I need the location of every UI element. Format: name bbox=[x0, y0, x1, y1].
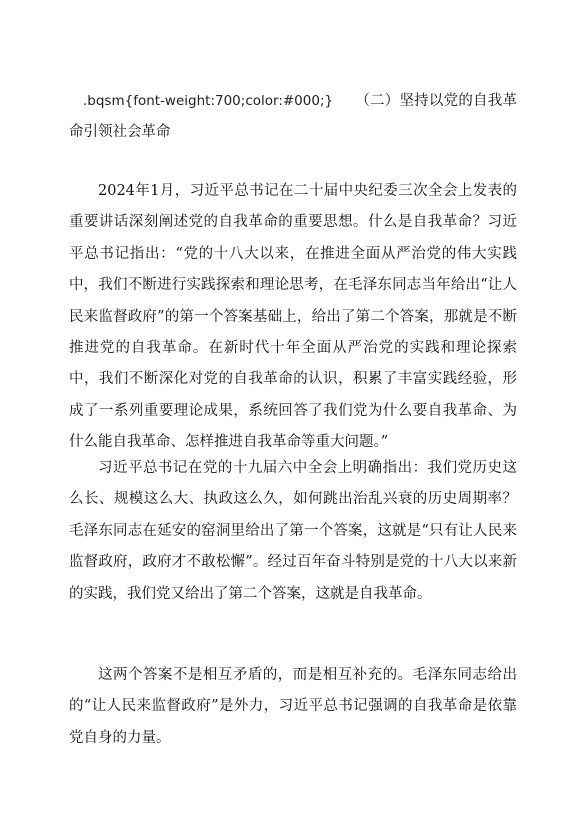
css-code-artifact: .bqsm{font-weight:700;color:#000;} bbox=[83, 93, 334, 109]
paragraph-3: 这两个答案不是相互矛盾的，而是相互补充的。毛泽东同志给出的“让人民来监督政府”是外力，习近平总书记强调的自我革命是依靠党自身的力量。 bbox=[69, 667, 517, 746]
paragraph-1: 2024年1月，习近平总书记在二十届中央纪委三次全会上发表的重要讲话深刻阐述党的自我革命的重要思想。什么是自我革命？习近平总书记指出：“党的十八大以来，在推进全面从严治党的伟大实践中，我们不断进行实践探索和理论思考，在毛泽东同志当年给出“让人民来监督政府”的第一个答案基础上，给出了第二个答案，那就是不断推进党的自我革命。在新时代十年全面从严治党的实践和理论探索中，我们不断深化对党的自我革命的认识，积累了丰富实践经验，形成了一系列重要理论成果，系统回答了我们党为什么要自我革命、为什么能自我革命、怎样推进自我革命等重大问题。” bbox=[69, 183, 517, 451]
section-title: （二）坚持以党的自我革命引领社会革命 bbox=[69, 93, 517, 141]
paragraph-2: 习近平总书记在党的十九届六中全会上明确指出：我们党历史这么长、规模这么大、执政这么久，如何跳出治乱兴衰的历史周期率？毛泽东同志在延安的窑洞里给出了第一个答案，这就是“只有让人民来监督政府，政府才不敢松懈”。经过百年奋斗特别是党的十八大以来新的实践，我们党又给出了第二个答案，这就是自我革命。 bbox=[69, 460, 517, 602]
section-heading bbox=[69, 86, 517, 149]
